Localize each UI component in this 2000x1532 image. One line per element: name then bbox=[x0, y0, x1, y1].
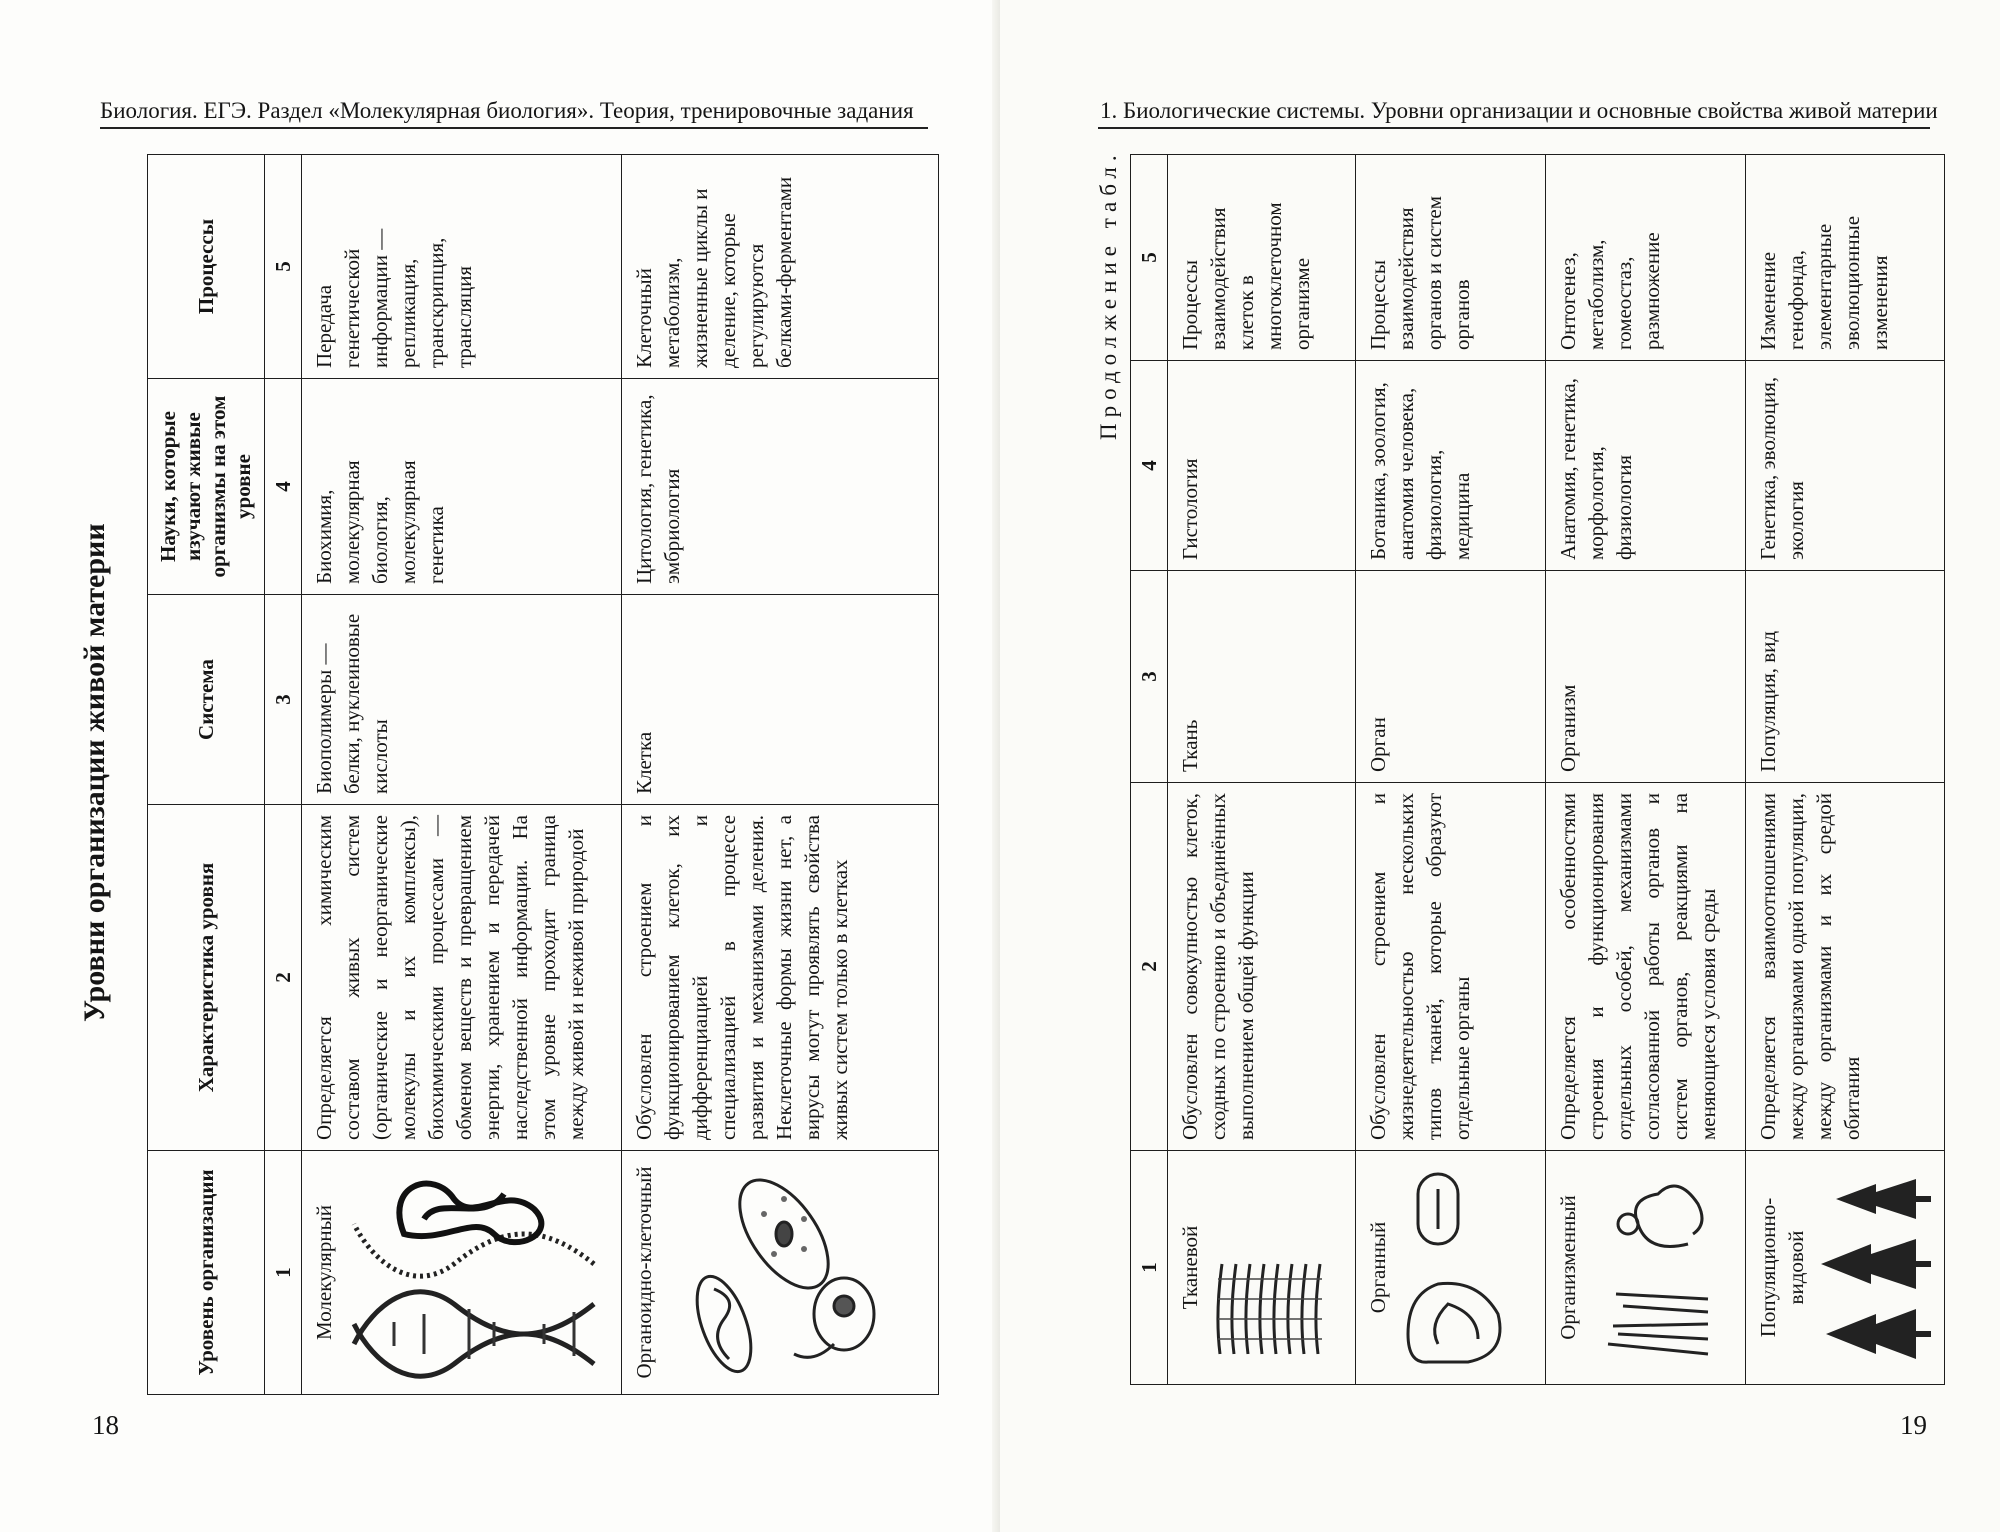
column-number-row bbox=[1131, 155, 1168, 1385]
levels-table bbox=[147, 154, 939, 1395]
sciences-cell: Цитология, генетика, эмбриология bbox=[622, 379, 939, 595]
right-head-rule bbox=[1098, 127, 1930, 129]
system-cell: Биополимеры — белки, нуклеиновые кислоты bbox=[302, 595, 622, 805]
level-name: Популяционно-видовой bbox=[1756, 1197, 1808, 1338]
characteristic-cell: Обусловлен строением и жизнедеятельностью нескольких типов тканей, которые образуют отдельные органы bbox=[1356, 783, 1546, 1151]
right-table-wrapper bbox=[1130, 155, 1930, 1385]
tree-population-icon bbox=[1816, 1162, 1936, 1374]
column-number: 2 bbox=[1131, 783, 1168, 1151]
characteristic-cell: Определяется особенностями строения и функционирования отдельных особей, механизмами согласованной работы органов и систем органов, реакциями на меняющиеся условия среды bbox=[1546, 783, 1746, 1151]
right-running-head: 1. Биологические системы. Уровни организации и основные свойства живой материи bbox=[1100, 98, 1938, 123]
table-row bbox=[302, 155, 622, 1395]
header-characteristic: Характеристика уровня bbox=[148, 805, 265, 1151]
system-cell: Организм bbox=[1546, 571, 1746, 783]
left-page-number: 18 bbox=[92, 1410, 119, 1440]
level-name: Органный bbox=[1366, 1221, 1390, 1314]
sciences-cell: Гистология bbox=[1168, 361, 1356, 571]
level-cell bbox=[622, 1151, 939, 1395]
processes-cell: Клеточный метаболизм, жизненные циклы и деление, которые регулируются белками-ферментами bbox=[622, 155, 939, 379]
left-table-wrapper bbox=[147, 155, 928, 1395]
sciences-cell: Анатомия, генетика, морфология, физиология bbox=[1546, 361, 1746, 571]
table-header-row bbox=[148, 155, 265, 1395]
header-system: Система bbox=[148, 595, 265, 805]
column-number: 5 bbox=[1131, 155, 1168, 361]
level-cell bbox=[1746, 1151, 1945, 1385]
column-number: 1 bbox=[265, 1151, 302, 1395]
continuation-label: Продолжение табл. bbox=[1096, 149, 1121, 440]
level-name: Тканевой bbox=[1178, 1225, 1202, 1310]
column-number: 4 bbox=[1131, 361, 1168, 571]
processes-cell: Передача генетической информации — репликация, транскрипция, трансляция bbox=[302, 155, 622, 379]
level-cell bbox=[1168, 1151, 1356, 1385]
column-number: 3 bbox=[1131, 571, 1168, 783]
system-cell: Клетка bbox=[622, 595, 939, 805]
organ-icon bbox=[1398, 1162, 1518, 1374]
muscle-tissue-icon bbox=[1210, 1162, 1330, 1374]
header-sciences: Науки, которые изучают живые организмы на этом уровне bbox=[148, 379, 265, 595]
table-row bbox=[622, 155, 939, 1395]
header-processes: Процессы bbox=[148, 155, 265, 379]
header-level: Уровень организации bbox=[148, 1151, 265, 1395]
column-number: 3 bbox=[265, 595, 302, 805]
column-number: 5 bbox=[265, 155, 302, 379]
processes-cell: Онтогенез, метаболизм, гомеостаз, размножение bbox=[1546, 155, 1746, 361]
level-cell bbox=[302, 1151, 622, 1395]
table-title: Уровни организации живой материи bbox=[78, 523, 111, 1022]
level-name: Организменный bbox=[1556, 1195, 1580, 1340]
levels-table-continued bbox=[1130, 154, 1945, 1385]
right-page bbox=[1000, 0, 2000, 1532]
dna-molecule-icon bbox=[344, 1162, 604, 1384]
column-number-row bbox=[265, 155, 302, 1395]
processes-cell: Изменение генофонда, элементарные эволюционные изменения bbox=[1746, 155, 1945, 361]
level-cell bbox=[1546, 1151, 1746, 1385]
left-head-rule bbox=[100, 127, 928, 129]
right-page-number: 19 bbox=[1900, 1410, 1927, 1440]
characteristic-cell: Обусловлен строением и функционированием клеток, их дифференциацией и специализацией в процессе развития и механизмами деления. Неклеточные формы жизни нет, а вирусы могут проявлять свойства живых систем только в клетках bbox=[622, 805, 939, 1151]
column-number: 2 bbox=[265, 805, 302, 1151]
processes-cell: Процессы взаимодействия клеток в многоклеточном организме bbox=[1168, 155, 1356, 361]
system-cell: Ткань bbox=[1168, 571, 1356, 783]
table-row bbox=[1746, 155, 1945, 1385]
level-cell bbox=[1356, 1151, 1546, 1385]
table-row bbox=[1546, 155, 1746, 1385]
organism-icon bbox=[1588, 1162, 1718, 1374]
sciences-cell: Биохимия, молекулярная биология, молекулярная генетика bbox=[302, 379, 622, 595]
sciences-cell: Ботаника, зоология, анатомия человека, физиология, медицина bbox=[1356, 361, 1546, 571]
system-cell: Орган bbox=[1356, 571, 1546, 783]
level-name: Органоидно-клеточный bbox=[632, 1166, 656, 1379]
characteristic-cell: Обусловлен совокупностью клеток, сходных по строению и объединённых выполнением общей функции bbox=[1168, 783, 1356, 1151]
left-running-head: Биология. ЕГЭ. Раздел «Молекулярная биология». Теория, тренировочные задания bbox=[100, 98, 914, 123]
sciences-cell: Генетика, эволюция, экология bbox=[1746, 361, 1945, 571]
table-row bbox=[1168, 155, 1356, 1385]
table-row bbox=[1356, 155, 1546, 1385]
column-number: 1 bbox=[1131, 1151, 1168, 1385]
characteristic-cell: Определяется химическим составом живых систем (органические и неорганические молекулы и их комплексы), биохимическими процессами — обменом веществ и превращением энергии, хранением и передачей наследственной информации. На этом уровне проходит граница между живой и неживой природой bbox=[302, 805, 622, 1151]
cell-organisms-icon bbox=[664, 1162, 904, 1384]
system-cell: Популяция, вид bbox=[1746, 571, 1945, 783]
processes-cell: Процессы взаимодействия органов и систем органов bbox=[1356, 155, 1546, 361]
level-name: Молекулярный bbox=[312, 1205, 336, 1340]
characteristic-cell: Определяется взаимоотношениями между организмами одной популяции, между организмами и их средой обитания bbox=[1746, 783, 1945, 1151]
column-number: 4 bbox=[265, 379, 302, 595]
